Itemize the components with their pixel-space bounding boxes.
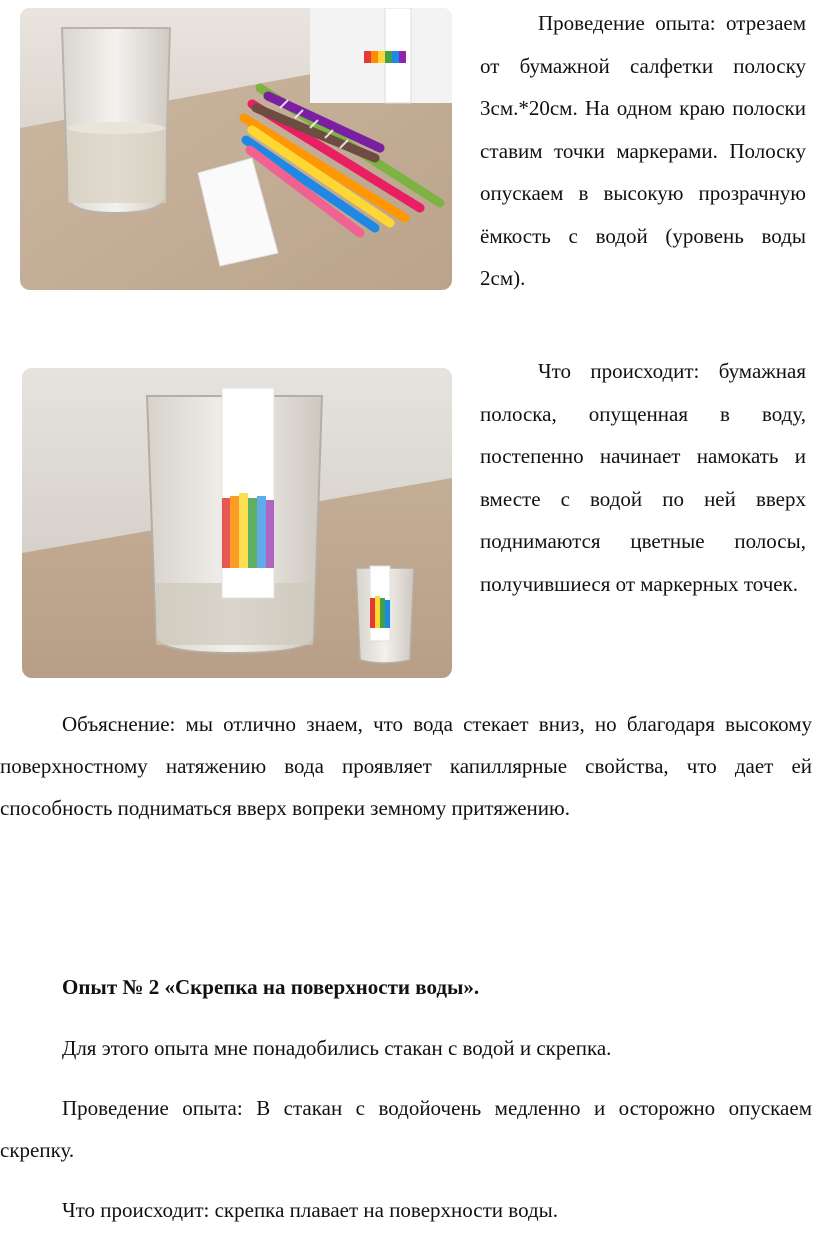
procedure-2-paragraph: Проведение опыта: В стакан с водойочень медленно и осторожно опускаем скрепку.: [0, 1096, 812, 1162]
procedure-block: [480, 2, 806, 300]
explanation-paragraph: Объяснение: мы отлично знаем, что вода стекает вниз, но благодаря высокому поверхностному натяжению вода проявляет капиллярные свойства, что дает ей способность подниматься вверх вопреки земному притяжению.: [0, 712, 812, 820]
materials-paragraph: Для этого опыта мне понадобились стакан с водой и скрепка.: [62, 1036, 612, 1060]
observation-block: [480, 350, 806, 605]
observation-2-paragraph: Что происходит: скрепка плавает на поверхности воды.: [62, 1198, 559, 1222]
experiment-2-heading: Опыт № 2 «Скрепка на поверхности воды».: [62, 975, 480, 999]
photo-strip-in-beaker: [22, 368, 452, 678]
explanation-block: [0, 703, 812, 829]
photo-markers-and-beaker: [20, 8, 452, 290]
procedure-paragraph: Проведение опыта: отрезаем от бумажной салфетки полоску 3см.*20см. На одном краю полоски ставим точки маркерами. Полоску опускаем в высокую прозрачную ёмкость с водой (уровень воды 2см).: [480, 11, 806, 290]
observation-paragraph: Что происходит: бумажная полоска, опущенная в воду, постепенно начинает намокать и вместе с водой по ней вверх поднимаются цветные полосы, получившиеся от маркерных точек.: [480, 359, 806, 596]
experiment-2-block: [0, 966, 812, 1231]
